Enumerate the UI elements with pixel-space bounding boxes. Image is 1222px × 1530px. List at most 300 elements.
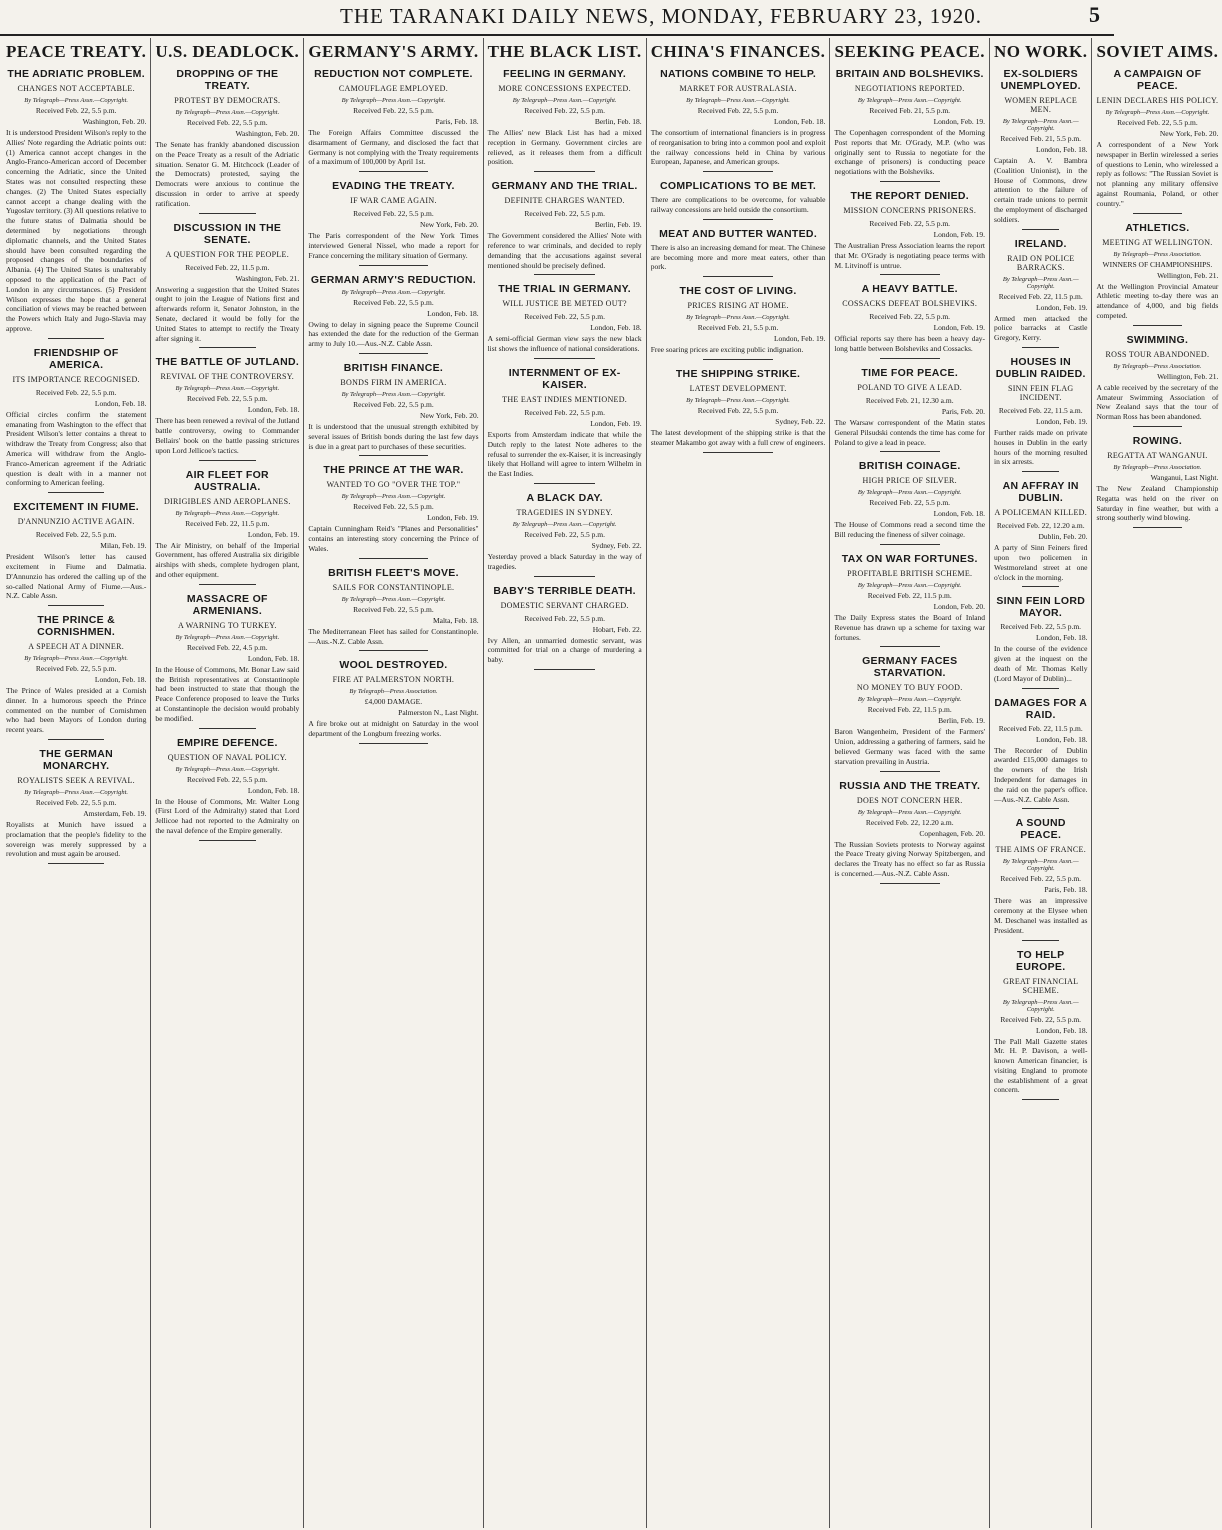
article-divider (534, 358, 596, 359)
article (994, 697, 1087, 810)
article-byline: By Telegraph—Press Association. (1113, 362, 1202, 370)
article (651, 368, 826, 453)
article-divider (880, 883, 940, 884)
article-dateline: Amsterdam, Feb. 19. (83, 809, 147, 819)
article-body: The latest development of the shipping strike is that the steamer Makambo got away with a full crew of engineers. (650, 427, 826, 447)
article-subheading: MEETING AT WELLINGTON. (1102, 237, 1213, 247)
article-body: In the House of Commons, Mr. Walter Long (First Lord of the Admiralty) stated that Lord Jellicoe had not reported to the Admiralty on the naval defence of the Empire generally. (155, 796, 300, 835)
article-subheading: MISSION CONCERNS PRISONERS. (843, 205, 977, 215)
article-headline: EX-SOLDIERS UNEMPLOYED. (1000, 68, 1081, 92)
column (151, 38, 304, 1528)
article-headline: ATHLETICS. (1125, 221, 1190, 234)
article-headline: FEELING IN GERMANY. (503, 68, 627, 80)
article-received: Received Feb. 22, 5.5 p.m. (869, 312, 951, 322)
article-body: There is also an increasing demand for meat. The Chinese are becoming more and more meat eaters, other than pork. (650, 242, 826, 272)
article-body: The Recorder of Dublin awarded £15,000 damages to the owners of the Irish Independent for damages in the raid on the paper's office.—Aus.-N.Z. Cable Assn. (994, 745, 1088, 804)
article-body: Owing to delay in signing peace the Supreme Council has extended the date for the reduction of the German army to July 10.—Aus.-N.Z. Cable Assn. (308, 319, 479, 349)
article-received: Received Feb. 22, 11.5 p.m. (185, 262, 270, 272)
article-body: It is understood President Wilson's reply to the Allies' Note regarding the Adriatic points out: (1) America cannot accept changes in the Anglo-Franco-American accord of December concerning the Adriatic, since the United States was not consulted respecting these changes. (2) The United States especially cannot accept a change dealing with the Yugoslav territory. (3) All questions relative to the future status of Dalmatia should be determined by negotiations through diplomatic channels, and the United States should have been consulted regarding the proposed changes of the boundaries of Albania. (4) The United States is unalterably opposed to the application of the Pact of London in any circumstances. (5) President Wilson expresses the hope that a general conciliation of views may be reached between the Powers which Italy and Jugo-Slavia may approve. (6, 128, 147, 333)
article-dateline: London, Feb. 18. (590, 323, 642, 333)
article-body: Armed men attacked the police barracks at Castle Gregory, Kerry. (994, 313, 1088, 343)
article-subheading: MARKET FOR AUSTRALASIA. (679, 84, 797, 93)
article-headline: BRITISH COINAGE. (858, 460, 961, 473)
article-dateline: London, Feb. 19. (933, 117, 986, 126)
article-byline: By Telegraph—Press Assn.—Copyright. (175, 633, 280, 641)
article (834, 655, 985, 771)
article (6, 614, 146, 740)
article-headline: THE PRINCE & CORNISHMEN. (37, 614, 116, 639)
article-received: Received Feb. 22, 5.5 p.m. (524, 613, 605, 623)
article-received: Received Feb. 21, 5.5 p.m. (869, 106, 951, 115)
article-dateline: Sydney, Feb. 22. (775, 416, 826, 426)
article-divider (703, 171, 773, 172)
article-received: Received Feb. 22, 5.5 p.m. (524, 407, 605, 417)
article-divider (1022, 229, 1059, 230)
article-subheading: A POLICEMAN KILLED. (994, 508, 1088, 518)
article-headline: THE REPORT DENIED. (850, 189, 970, 202)
article (651, 180, 826, 220)
article-subheading: SAILS FOR CONSTANTINOPLE. (332, 582, 455, 592)
article-dateline: Wellington, Feb. 21. (1157, 270, 1219, 280)
article (308, 362, 478, 456)
article-body: The Mediterranean Fleet has sailed for Constantinople.—Aus.-N.Z. Cable Assn. (308, 626, 479, 646)
article-headline: BRITAIN AND BOLSHEVIKS. (835, 68, 984, 80)
article-body: A semi-official German view says the new black list shows the influence of national considerations. (487, 334, 642, 354)
article-dateline: London, Feb. 19. (933, 229, 986, 239)
article-received: Received Feb. 22, 5.5 p.m. (187, 774, 268, 784)
article-subheading: REVIVAL OF THE CONTROVERSY. (160, 372, 295, 382)
article-dateline: London, Feb. 20. (933, 601, 986, 611)
article (155, 222, 299, 349)
article-body: The Allies' new Black List has had a mixed reception in Germany. Government circles are relieved, as it releases them from a difficult position. (487, 128, 642, 167)
article-divider (359, 171, 427, 172)
article-body: The Pall Mall Gazette states Mr. H. P. Davison, a well-known American financier, is visiting England to promote the establishment of a great concern. (994, 1036, 1088, 1095)
article-subheading: PROFITABLE BRITISH SCHEME. (847, 568, 973, 578)
article-divider (48, 605, 104, 606)
article-dateline: Washington, Feb. 21. (235, 273, 300, 283)
article-received: Received Feb. 22, 5.5 p.m. (187, 118, 268, 127)
article-received: Received Feb. 22, 5.5 p.m. (187, 394, 268, 404)
article-body: The consortium of international financiers is in progress of reorganisation to bring into a common pool and exploit the railway concessions held in China by various European, Japanese, and American groups. (650, 128, 826, 167)
column-headline: U.S. DEADLOCK. (155, 42, 300, 61)
article-divider (359, 265, 427, 266)
article-body: There was an impressive ceremony at the Elysee when M. Deschanel was installed as President. (994, 896, 1088, 935)
article-received: Received Feb. 22, 5.5 p.m. (869, 498, 951, 508)
page-number: 5 (1089, 2, 1100, 27)
article-body: The New Zealand Championship Regatta was held on the river on Saturday in fine weather, but with a strong southerly wind blowing. (1096, 483, 1219, 523)
article-headline: REDUCTION NOT COMPLETE. (314, 68, 473, 80)
article-headline: TAX ON WAR FORTUNES. (841, 552, 978, 565)
article-headline: DISCUSSION IN THE SENATE. (173, 221, 282, 246)
article-subheading: WILL JUSTICE BE METED OUT? (502, 299, 627, 309)
column-headline: THE BLACK LIST. (487, 42, 642, 61)
article-body: At the Wellington Provincial Amateur Athletic meeting to-day there was an attendance of 4,000, and big fields competed. (1096, 281, 1219, 320)
article (1096, 334, 1218, 427)
article-headline: EXCITEMENT IN FIUME. (13, 501, 139, 514)
article-dateline: Paris, Feb. 18. (1044, 885, 1088, 895)
article-byline: By Telegraph—Press Assn.—Copyright. (686, 97, 790, 104)
article-body: Official circles confirm the statement emanating from Washington to the effect that President Wilson's letter contains a threat to withdraw the Treaty from Congress; also that America will withdraw from the Anglo-Franco-American agreement if the Adriatic question is dealt with in a manner not conforming to American feeling. (6, 409, 147, 488)
article-subheading: THE AIMS OF FRANCE. (995, 845, 1087, 855)
article-divider (534, 576, 596, 577)
article-subheading: MORE CONCESSIONS EXPECTED. (498, 84, 631, 93)
article-dateline: Wellington, Feb. 21. (1157, 371, 1219, 381)
article-body: The Prince of Wales presided at a Cornish dinner. In a humorous speech the Prince commented on the number of Cornishmen who had been Mayors of London during recent years. (6, 686, 147, 735)
column (484, 38, 647, 1528)
article-body: The Paris correspondent of the New York Times interviewed General Nissel, who made a report for France concerning the military situation of Germany. (308, 231, 479, 260)
article-headline: BABY'S TERRIBLE DEATH. (493, 584, 636, 597)
article-byline: By Telegraph—Press Assn.—Copyright. (1002, 275, 1079, 290)
column (1092, 38, 1222, 1528)
article-dateline: London, Feb. 18. (1035, 145, 1088, 154)
article-headline: THE ADRIATIC PROBLEM. (7, 68, 145, 80)
article-divider (880, 544, 940, 545)
article-received: Received Feb. 22, 5.5 p.m. (35, 530, 117, 540)
article-headline: AIR FLEET FOR AUSTRALIA. (185, 468, 269, 493)
article-headline: COMPLICATIONS TO BE MET. (659, 180, 817, 193)
article (651, 285, 826, 360)
newspaper-title: THE TARANAKI DAILY NEWS, MONDAY, FEBRUARY 23, 1920. (340, 4, 983, 28)
article-byline: By Telegraph—Press Assn.—Copyright. (857, 489, 962, 497)
article-subheading: ITS IMPORTANCE RECOGNISED. (12, 374, 140, 384)
article-dateline: Berlin, Feb. 19. (938, 716, 986, 726)
article (155, 593, 299, 729)
article-divider (703, 219, 773, 220)
article-divider (534, 669, 596, 670)
article (155, 737, 299, 841)
article-byline: By Telegraph—Press Assn.—Copyright. (857, 581, 962, 589)
article (994, 949, 1087, 1101)
article-received: Received Feb. 22, 5.5 p.m. (1000, 1014, 1082, 1024)
article-dateline: Sydney, Feb. 22. (591, 540, 642, 550)
article-body: Exports from Amsterdam indicate that while the Dutch reply to the latest Note adheres to the refusal to surrender the ex-Kaiser, it is increasingly likely that Holland will agree to intern Wilhelm in the East Indies. (487, 429, 642, 479)
article-received: Received Feb. 22, 5.5 p.m. (353, 106, 434, 115)
article-received: Received Feb. 22, 5.5 p.m. (1000, 874, 1082, 884)
column-headline: CHINA'S FINANCES. (650, 42, 826, 61)
article-body: There are complications to be overcome, for valuable railway concessions are held outside the consortium. (650, 195, 826, 214)
article-dateline: New York, Feb. 20. (420, 220, 479, 230)
article-divider (359, 455, 427, 456)
article-dateline: London, Feb. 19. (590, 418, 642, 428)
article-byline: By Telegraph—Press Association. (1113, 463, 1202, 471)
article-headline: INTERNMENT OF EX-KAISER. (508, 366, 621, 391)
article-headline: WOOL DESTROYED. (339, 659, 448, 672)
article-dateline: Washington, Feb. 20. (82, 117, 147, 126)
article-subheading: DEFINITE CHARGES WANTED. (504, 196, 625, 206)
article-received: £4,000 DAMAGE. (364, 697, 423, 707)
article-byline: By Telegraph—Press Assn.—Copyright. (686, 314, 790, 322)
article-divider (880, 646, 940, 647)
article-body: Ivy Allen, an unmarried domestic servant, was committed for trial on a charge of murdering a baby. (487, 635, 642, 665)
article-byline: By Telegraph—Press Assn.—Copyright. (341, 595, 446, 603)
article-subheading: D'ANNUNZIO ACTIVE AGAIN. (17, 517, 135, 527)
article-headline: A CAMPAIGN OF PEACE. (1113, 68, 1202, 92)
article-subheading: POLAND TO GIVE A LEAD. (857, 382, 963, 392)
article-body: President Wilson's letter has caused excitement in Fiume and Dalmatia. D'Annunzio has ordered the calling up of the so-called National Army of Fiume.—Aus.-N.Z. Cable Assn. (6, 552, 147, 601)
article-subheading: WANTED TO GO "OVER THE TOP." (326, 480, 461, 490)
article-divider (1133, 426, 1182, 427)
column (990, 38, 1092, 1528)
article-divider (199, 584, 257, 585)
article-headline: EMPIRE DEFENCE. (176, 736, 278, 749)
article (834, 190, 985, 275)
article-byline: By Telegraph—Press Assn.—Copyright. (1002, 118, 1079, 132)
article-divider (1133, 527, 1182, 528)
article (308, 464, 478, 558)
article-divider (1022, 471, 1059, 472)
article (155, 68, 299, 214)
article-headline: DROPPING OF THE TREATY. (176, 68, 279, 92)
article-received: Received Feb. 22, 11.5 a.m. (998, 405, 1083, 415)
article-divider (1022, 688, 1059, 689)
article-received: Received Feb. 22, 5.5 p.m. (35, 106, 117, 115)
article-received: Received Feb. 21, 5.5 p.m. (697, 323, 779, 333)
article-byline: By Telegraph—Press Assn.—Copyright. (175, 765, 280, 773)
article-dateline: Copenhagen, Feb. 20. (919, 828, 986, 838)
article (6, 68, 146, 339)
article (651, 228, 826, 277)
article-subheading: PRICES RISING AT HOME. (687, 301, 789, 311)
article-subheading: DOES NOT CONCERN HER. (856, 795, 963, 805)
article (834, 68, 985, 182)
article-dateline: Palmerston N., Last Night. (398, 708, 479, 718)
article-subheading: IF WAR CAME AGAIN. (350, 196, 437, 206)
article-divider (199, 728, 257, 729)
article-body: The Russian Soviets protests to Norway against the Peace Treaty giving Norway Spitzbergen, and declares the Treaty has no effect so far as Russia is concerned.—Aus.-N.Z. Cable Assn. (834, 839, 986, 878)
article-received: Received Feb. 21, 12.30 a.m. (865, 395, 954, 405)
article (488, 283, 642, 359)
article (308, 659, 478, 744)
article-received: Received Feb. 22, 5.5 p.m. (35, 387, 117, 397)
article-dateline: London, Feb. 19. (773, 334, 826, 344)
article-body: The Daily Express states the Board of Inland Revenue has drawn up a scheme for taxing war fortunes. (834, 612, 986, 642)
article-byline: By Telegraph—Press Assn.—Copyright. (857, 696, 962, 704)
article-received: Received Feb. 22, 11.5 p.m. (998, 723, 1083, 733)
article-headline: THE TRIAL IN GERMANY. (498, 283, 631, 296)
article-dateline: London, Feb. 18. (1035, 734, 1088, 744)
article-received: Received Feb. 22, 5.5 p.m. (353, 297, 434, 307)
article (994, 595, 1087, 688)
article-headline: RUSSIA AND THE TREATY. (839, 779, 981, 792)
article-headline: THE BATTLE OF JUTLAND. (155, 356, 300, 369)
article-byline: By Telegraph—Press Assn.—Copyright. (24, 655, 129, 663)
article-body: The Government considered the Allies' Note with reference to war criminals, and decided to reply demanding that the accusations against several mentioned should be precisely defined. (487, 231, 642, 270)
article-body: The Australian Press Association learns the report that Mr. O'Grady is negotiating peace terms with M. Litvinoff is untrue. (834, 240, 986, 270)
article-subheading: FIRE AT PALMERSTON NORTH. (332, 675, 455, 685)
article-byline: By Telegraph—Press Association. (349, 688, 438, 696)
article-body: Captain A. V. Bambra (Coalition Unionist), in the House of Commons, drew attention to the failure of certain trade unions to permit the employment of discharged soldiers. (994, 156, 1088, 224)
article-subheading: LENIN DECLARES HIS POLICY. (1096, 96, 1219, 105)
column-headline: PEACE TREATY. (6, 42, 147, 61)
article-subheading: A SPEECH AT A DINNER. (28, 642, 125, 652)
article-divider (359, 558, 427, 559)
article-received: Received Feb. 22, 11.5 p.m. (867, 590, 952, 600)
article-byline: By Telegraph—Press Association. (1113, 250, 1202, 258)
article (488, 180, 642, 275)
article (6, 501, 146, 606)
article-subheading: TRAGEDIES IN SYDNEY. (516, 507, 613, 517)
article-subheading: COSSACKS DEFEAT BOLSHEVIKS. (842, 299, 978, 309)
article-headline: MASSACRE OF ARMENIANS. (186, 592, 268, 617)
article-dateline: London, Feb. 18. (94, 675, 147, 685)
article-byline: By Telegraph—Press Assn.—Copyright. (24, 97, 129, 104)
column (2, 38, 151, 1528)
columns-container (2, 38, 1219, 1528)
article (834, 367, 985, 452)
article-divider (48, 338, 104, 339)
article-headline: GERMAN ARMY'S REDUCTION. (310, 273, 476, 286)
article-byline: By Telegraph—Press Assn.—Copyright. (24, 789, 129, 797)
article-divider (48, 863, 104, 864)
column (304, 38, 483, 1528)
article-divider (1022, 940, 1059, 941)
article-dateline: Wanganui, Last Night. (1150, 472, 1219, 482)
article (6, 347, 146, 493)
article-headline: BRITISH FLEET'S MOVE. (328, 566, 459, 579)
article-headline: DAMAGES FOR A RAID. (994, 696, 1088, 721)
article-received: Received Feb. 22, 5.5 p.m. (35, 664, 117, 674)
article-received: Received Feb. 22, 5.5 p.m. (524, 106, 605, 115)
article-divider (48, 492, 104, 493)
article-dateline: New York, Feb. 20. (420, 410, 479, 420)
article (834, 553, 985, 647)
article-dateline: Hobart, Feb. 22. (592, 624, 642, 634)
article (834, 283, 985, 359)
article-headline: MEAT AND BUTTER WANTED. (659, 227, 818, 240)
article-headline: AN AFFRAY IN DUBLIN. (1002, 480, 1079, 505)
article-received: Received Feb. 22, 12.20 a.m. (865, 817, 954, 827)
article (1096, 222, 1218, 326)
article-dateline: London, Feb. 18. (773, 117, 826, 126)
article-headline: GERMANY AND THE TRIAL. (491, 180, 638, 193)
article (6, 748, 146, 864)
article-dateline: London, Feb. 18. (427, 308, 479, 318)
masthead (0, 0, 1114, 36)
article-headline: HOUSES IN DUBLIN RAIDED. (995, 355, 1086, 380)
article-dateline: Washington, Feb. 20. (235, 129, 300, 138)
article-divider (1022, 347, 1059, 348)
column (647, 38, 831, 1528)
article-divider (534, 274, 596, 275)
article-headline: FRIENDSHIP OF AMERICA. (33, 346, 119, 371)
article-dateline: London, Feb. 19. (247, 529, 300, 539)
article (488, 492, 642, 577)
article-dateline: London, Feb. 18. (247, 653, 300, 663)
article-subheading: RAID ON POLICE BARRACKS. (1007, 253, 1075, 272)
article-subheading: THE EAST INDIES MENTIONED. (502, 394, 628, 404)
article-received: Received Feb. 22, 5.5 p.m. (524, 312, 605, 322)
article (488, 68, 642, 172)
article-received: Received Feb. 22, 5.5 p.m. (697, 106, 779, 115)
article (308, 180, 478, 265)
article-received: WINNERS OF CHAMPIONSHIPS. (1102, 259, 1213, 269)
article-subheading: ROYALISTS SEEK A REVIVAL. (17, 776, 135, 786)
article-body: The Air Ministry, on behalf of the Imperial Government, has offered Australia six dirigible airships with sheds, complete hydrogen plant, and other equipment. (155, 540, 300, 579)
column-headline: GERMANY'S ARMY. (308, 42, 479, 61)
article-subheading: A WARNING TO TURKEY. (178, 620, 277, 630)
article-dateline: New York, Feb. 20. (1159, 129, 1219, 138)
article-byline: By Telegraph—Press Assn.—Copyright. (175, 109, 280, 116)
article (155, 469, 299, 585)
article-received: Received Feb. 22, 5.5 p.m. (524, 529, 605, 539)
article-received: Received Feb. 22, 11.5 p.m. (867, 705, 952, 715)
article (308, 274, 478, 354)
article-dateline: London, Feb. 18. (247, 785, 300, 795)
article-subheading: SINN FEIN FLAG INCIDENT. (1007, 383, 1074, 402)
article-subheading: A QUESTION FOR THE PEOPLE. (165, 249, 290, 259)
article-divider (199, 460, 257, 461)
article-divider (48, 739, 104, 740)
article-divider (703, 359, 773, 360)
article (994, 356, 1087, 472)
article-divider (199, 840, 257, 841)
article-received: Received Feb. 22, 5.5 p.m. (524, 209, 605, 219)
article-dateline: London, Feb. 18. (94, 398, 147, 408)
article-byline: By Telegraph—Press Assn.—Copyright. (341, 288, 446, 296)
article-subheading: HIGH PRICE OF SILVER. (862, 476, 957, 486)
article-byline: By Telegraph—Press Assn.—Copyright. (1002, 858, 1079, 873)
article-subheading: BONDS FIRM IN AMERICA. (340, 377, 447, 387)
article-dateline: Paris, Feb. 18. (435, 117, 479, 126)
article (1096, 68, 1218, 214)
article-dateline: London, Feb. 19. (1035, 302, 1088, 312)
article-divider (1022, 808, 1059, 809)
article-dateline: London, Feb. 19. (427, 513, 479, 523)
article-divider (534, 483, 596, 484)
article-divider (880, 274, 940, 275)
article-subheading: NEGOTIATIONS REPORTED. (854, 84, 965, 93)
article-received: Received Feb. 22, 11.5 p.m. (998, 291, 1083, 301)
article (651, 68, 826, 172)
article-body: In the House of Commons, Mr. Bonar Law said the British representatives at Constantinople had been instructed to state that though the Peace Conference proposed to leave the Turks at Constantinople the decision would probably be modified. (155, 664, 300, 723)
article-subheading: REGATTA AT WANGANUI. (1107, 450, 1208, 460)
article (994, 480, 1087, 587)
article-headline: A SOUND PEACE. (1015, 817, 1066, 842)
article-divider (880, 451, 940, 452)
article-body: Free soaring prices are exciting public indignation. (650, 345, 804, 355)
article (308, 567, 478, 652)
article-byline: By Telegraph—Press Assn.—Copyright. (857, 97, 962, 104)
article-body: The Foreign Affairs Committee discussed the disarmament of Germany, and disclosed the fact that Germany is not complying with the Treaty requirements of a maximum of 100,000 by April 1st. (308, 128, 479, 167)
article-body: Captain Cunningham Reid's "Planes and Personalities" contains an interesting story concerning the Prince of Wales. (308, 524, 479, 553)
article-body: Official reports say there has been a heavy day-long battle between Bolsheviks and Cossacks. (834, 334, 986, 354)
article-body: A cable received by the secretary of the Amateur Swimming Association of New Zealand says that the tour of Norman Ross has been abandoned. (1096, 382, 1219, 422)
article-body: The Copenhagen correspondent of the Morning Post reports that Mr. O'Grady, M.P. (who was originally sent to Russia to negotiate for the exchange of prisoners) is conducting peace negotiations with the Bolsheviks. (834, 128, 986, 177)
article-dateline: London, Feb. 18. (933, 509, 986, 519)
article (155, 356, 299, 460)
article-divider (199, 347, 257, 348)
article (488, 585, 642, 670)
article-byline: By Telegraph—Press Assn.—Copyright. (1105, 109, 1210, 116)
article (994, 817, 1087, 940)
article-received: Received Feb. 22, 5.5 p.m. (353, 502, 434, 512)
article-received: Received Feb. 22, 5.5 p.m. (35, 798, 117, 808)
article-subheading: CAMOUFLAGE EMPLOYED. (338, 84, 449, 93)
article-divider (534, 171, 596, 172)
article-body: Royalists at Munich have issued a proclamation that the people's fidelity to the sovereign was merely suppressed by a revolution and must again be aroused. (6, 820, 147, 859)
article-subheading: LATEST DEVELOPMENT. (689, 383, 787, 393)
article-body: The Warsaw correspondent of the Matin states General Pilsudski contends the time has come for Poland to give a lead in peace. (834, 417, 986, 447)
article-headline: TIME FOR PEACE. (861, 366, 959, 379)
column-headline: NO WORK. (994, 42, 1088, 61)
article-body: In the course of the evidence given at the inquest on the death of Mr. Thomas Kelly (Lord Mayor of Dublin)... (994, 644, 1088, 683)
article (834, 460, 985, 545)
article-received: Received Feb. 22, 5.5 p.m. (353, 399, 434, 409)
article-divider (359, 353, 427, 354)
article-subheading: PROTEST BY DEMOCRATS. (174, 96, 281, 105)
article-received: Received Feb. 22, 5.5 p.m. (1000, 622, 1082, 632)
article (1096, 435, 1218, 528)
